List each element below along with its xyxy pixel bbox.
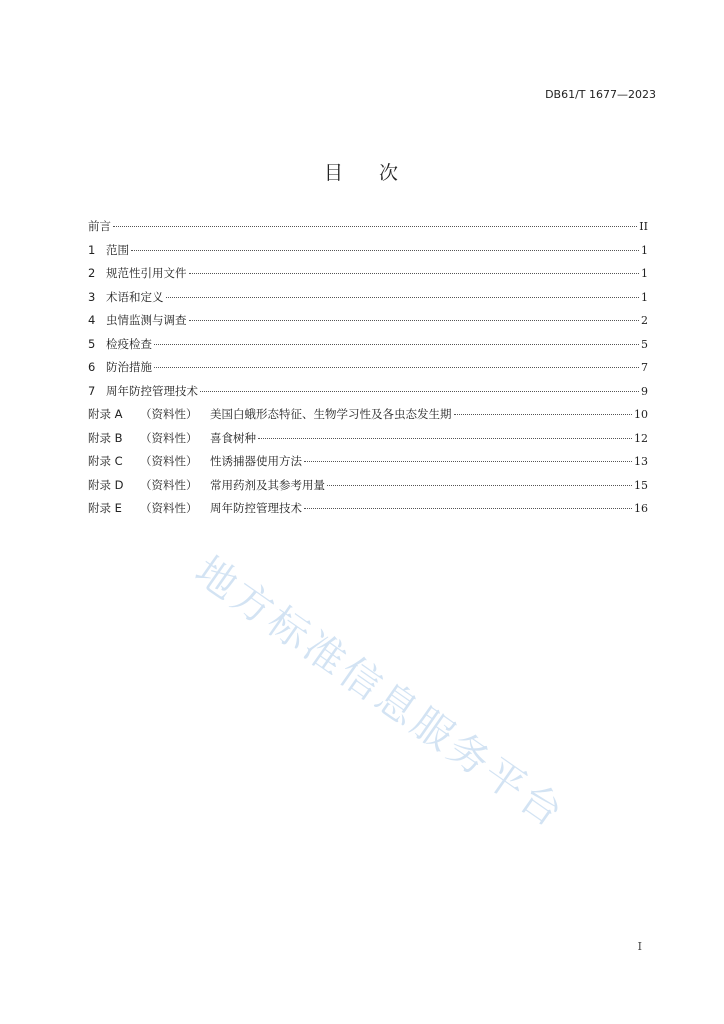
appendix-number: 附录 E bbox=[88, 501, 122, 515]
appendix-page: 15 bbox=[634, 478, 648, 492]
toc-entry-appendix-b[interactable] bbox=[88, 430, 648, 454]
dot-leader bbox=[258, 438, 632, 439]
appendix-number: 附录 D bbox=[88, 477, 124, 492]
toc-entry-monitoring[interactable] bbox=[88, 312, 648, 336]
appendix-number: 附录 C bbox=[88, 454, 123, 468]
dot-leader bbox=[327, 485, 632, 486]
dot-leader bbox=[454, 414, 633, 415]
toc-entry-page: 7 bbox=[641, 361, 648, 374]
toc-entry-label: 虫情监测与调查 bbox=[106, 313, 187, 327]
toc-title-part1: 目 bbox=[323, 162, 345, 184]
appendix-tag: （资料性） bbox=[140, 430, 198, 445]
toc-entry-appendix-d[interactable] bbox=[88, 477, 648, 501]
toc-entry-page: 1 bbox=[641, 243, 648, 257]
toc-entry-appendix-e[interactable] bbox=[88, 500, 648, 524]
toc-entry-page: 5 bbox=[641, 337, 648, 351]
toc-entry-number: 5 bbox=[88, 336, 96, 351]
toc-entry-control-measures[interactable] bbox=[88, 359, 648, 383]
appendix-tag: （资料性） bbox=[140, 407, 198, 421]
dot-leader bbox=[166, 297, 640, 298]
watermark: 地方标准信息服务平台 bbox=[186, 547, 574, 838]
appendix-label: 常用药剂及其参考用量 bbox=[210, 477, 325, 492]
toc-entry-number: 3 bbox=[88, 289, 96, 304]
toc-entry-number: 7 bbox=[88, 383, 96, 398]
toc-entry-number: 6 bbox=[88, 360, 96, 374]
toc-title bbox=[0, 158, 724, 185]
toc-entry-appendix-a[interactable] bbox=[88, 406, 648, 430]
toc-entry-appendix-c[interactable] bbox=[88, 453, 648, 477]
toc-entry-number: 1 bbox=[88, 242, 96, 257]
toc-entry-number: 2 bbox=[88, 266, 96, 280]
appendix-page: 13 bbox=[634, 455, 648, 468]
toc-entry-quarantine[interactable] bbox=[88, 336, 648, 360]
dot-leader bbox=[189, 320, 640, 321]
toc-entry-foreword[interactable] bbox=[88, 218, 648, 242]
dot-leader bbox=[154, 367, 639, 368]
toc-title-part2: 次 bbox=[379, 162, 401, 184]
toc-entry-label: 周年防控管理技术 bbox=[106, 383, 198, 398]
dot-leader bbox=[189, 273, 640, 274]
table-of-contents bbox=[88, 218, 648, 524]
toc-entry-page: 9 bbox=[641, 384, 648, 398]
toc-entry-page: 2 bbox=[641, 314, 648, 327]
appendix-tag: （资料性） bbox=[140, 501, 198, 515]
appendix-page: 12 bbox=[634, 431, 648, 445]
toc-entry-label: 防治措施 bbox=[106, 360, 152, 374]
appendix-label: 周年防控管理技术 bbox=[210, 501, 302, 515]
appendix-label: 性诱捕器使用方法 bbox=[210, 454, 302, 468]
toc-entry-page: 1 bbox=[641, 290, 648, 304]
dot-leader bbox=[131, 250, 639, 251]
dot-leader bbox=[304, 508, 632, 509]
toc-entry-annual-management[interactable] bbox=[88, 383, 648, 407]
toc-entry-label: 规范性引用文件 bbox=[106, 266, 187, 280]
toc-entry-scope[interactable] bbox=[88, 242, 648, 266]
toc-entry-page: 1 bbox=[641, 267, 648, 280]
document-code: DB61/T 1677—2023 bbox=[545, 88, 656, 101]
toc-entry-label: 术语和定义 bbox=[106, 289, 164, 304]
appendix-number: 附录 A bbox=[88, 407, 123, 421]
appendix-label: 美国白蛾形态特征、生物学习性及各虫态发生期 bbox=[210, 407, 452, 421]
toc-entry-label: 检疫检查 bbox=[106, 336, 152, 351]
page-number: I bbox=[637, 940, 642, 953]
appendix-page: 10 bbox=[634, 408, 648, 421]
toc-entry-label: 范围 bbox=[106, 242, 129, 257]
dot-leader bbox=[154, 344, 639, 345]
dot-leader bbox=[113, 226, 637, 227]
toc-entry-page: II bbox=[639, 220, 648, 233]
dot-leader bbox=[304, 461, 632, 462]
appendix-tag: （资料性） bbox=[140, 454, 198, 468]
toc-entry-terms[interactable] bbox=[88, 289, 648, 313]
toc-entry-label: 前言 bbox=[88, 219, 111, 233]
appendix-page: 16 bbox=[634, 502, 648, 515]
toc-entry-normative-references[interactable] bbox=[88, 265, 648, 289]
appendix-label: 喜食树种 bbox=[210, 430, 256, 445]
dot-leader bbox=[200, 391, 639, 392]
toc-entry-number: 4 bbox=[88, 313, 96, 327]
appendix-number: 附录 B bbox=[88, 430, 123, 445]
appendix-tag: （资料性） bbox=[140, 477, 198, 492]
